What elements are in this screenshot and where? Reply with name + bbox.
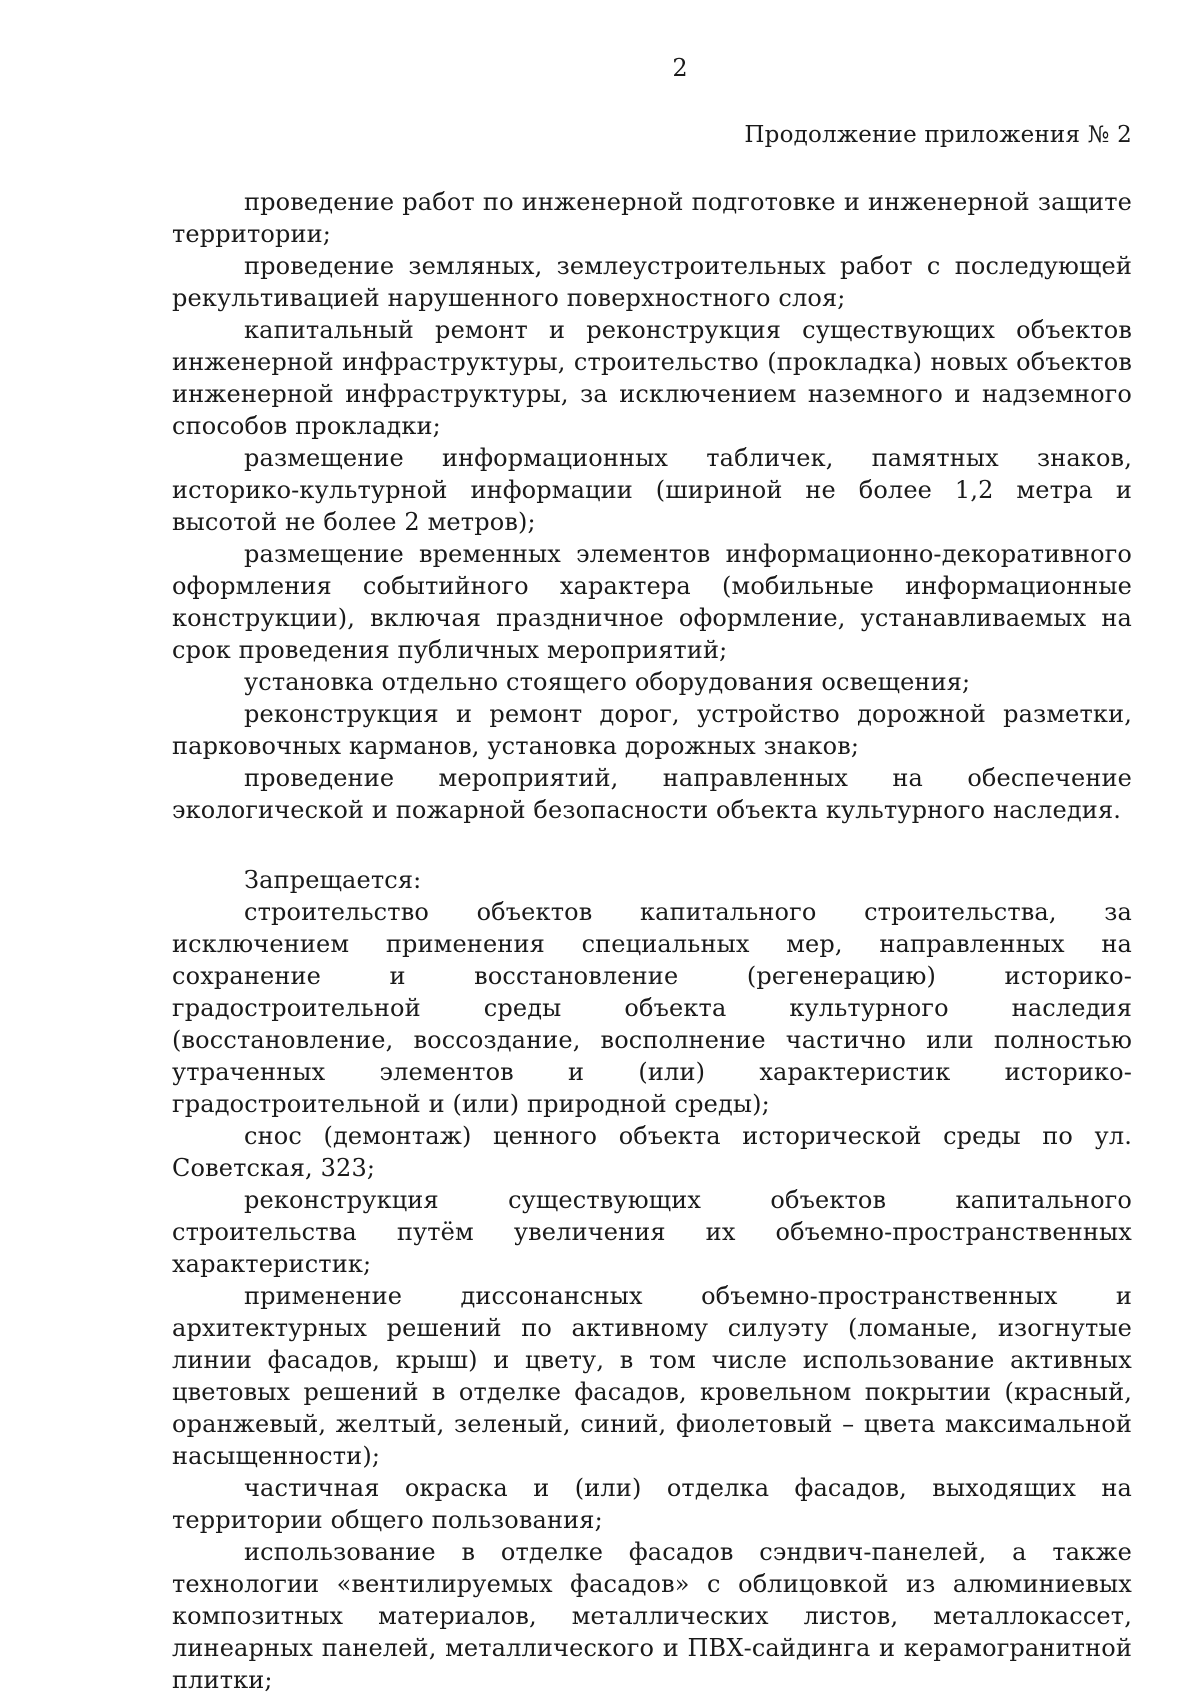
appendix-continuation-note: Продолжение приложения № 2 bbox=[744, 122, 1132, 148]
prohibited-item: использование в отделке фасадов сэндвич-панелей, а также технологии «вентилируемых фасадов» с облицовкой из алюминиевых композитных материалов, металлических листов, металлокассет, линеарных панелей, металлического и ПВХ-сайдинга и керамогранитной плитки; bbox=[172, 1538, 1132, 1694]
allowed-item: установка отдельно стоящего оборудования освещения; bbox=[244, 668, 971, 696]
allowed-item: проведение работ по инженерной подготовке и инженерной защите территории; bbox=[172, 188, 1132, 248]
section-spacer bbox=[172, 826, 1132, 864]
allowed-item: проведение земляных, землеустроительных работ с последующей рекультивацией нарушенного поверхностного слоя; bbox=[172, 252, 1132, 312]
prohibited-item: частичная окраска и (или) отделка фасадов, выходящих на территории общего пользования; bbox=[172, 1474, 1132, 1534]
allowed-item: проведение мероприятий, направленных на обеспечение экологической и пожарной безопасности объекта культурного наследия. bbox=[172, 764, 1132, 824]
prohibited-item: реконструкция существующих объектов капитального строительства путём увеличения их объемно-пространственных характеристик; bbox=[172, 1186, 1132, 1278]
document-body bbox=[172, 186, 1132, 1696]
allowed-item: размещение временных элементов информационно-декоративного оформления событийного характера (мобильные информационные конструкции), включая праздничное оформление, устанавливаемых на срок проведения публичных мероприятий; bbox=[172, 540, 1132, 664]
allowed-item: размещение информационных табличек, памятных знаков, историко-культурной информации (шириной не более 1,2 метра и высотой не более 2 метров); bbox=[172, 444, 1132, 536]
prohibited-item: применение диссонансных объемно-пространственных и архитектурных решений по активному силуэту (ломаные, изогнутые линии фасадов, крыш) и цвету, в том числе использование активных цветовых решений в отделке фасадов, кровельном покрытии (красный, оранжевый, желтый, зеленый, синий, фиолетовый – цвета максимальной насыщенности); bbox=[172, 1282, 1132, 1470]
prohibited-item: снос (демонтаж) ценного объекта исторической среды по ул. Советская, 323; bbox=[172, 1122, 1132, 1182]
page-number: 2 bbox=[672, 54, 688, 82]
allowed-item: капитальный ремонт и реконструкция существующих объектов инженерной инфраструктуры, строительство (прокладка) новых объектов инженерной инфраструктуры, за исключением наземного и надземного способов прокладки; bbox=[172, 316, 1132, 440]
allowed-item: реконструкция и ремонт дорог, устройство дорожной разметки, парковочных карманов, установка дорожных знаков; bbox=[172, 700, 1132, 760]
prohibited-item: строительство объектов капитального строительства, за исключением применения специальных мер, направленных на сохранение и восстановление (регенерацию) историко-градостроительной среды объекта культурного наследия (восстановление, воссоздание, восполнение частично или полностью утраченных элементов и (или) характеристик историко-градостроительной и (или) природной среды); bbox=[172, 898, 1132, 1118]
prohibited-heading: Запрещается: bbox=[244, 866, 422, 894]
